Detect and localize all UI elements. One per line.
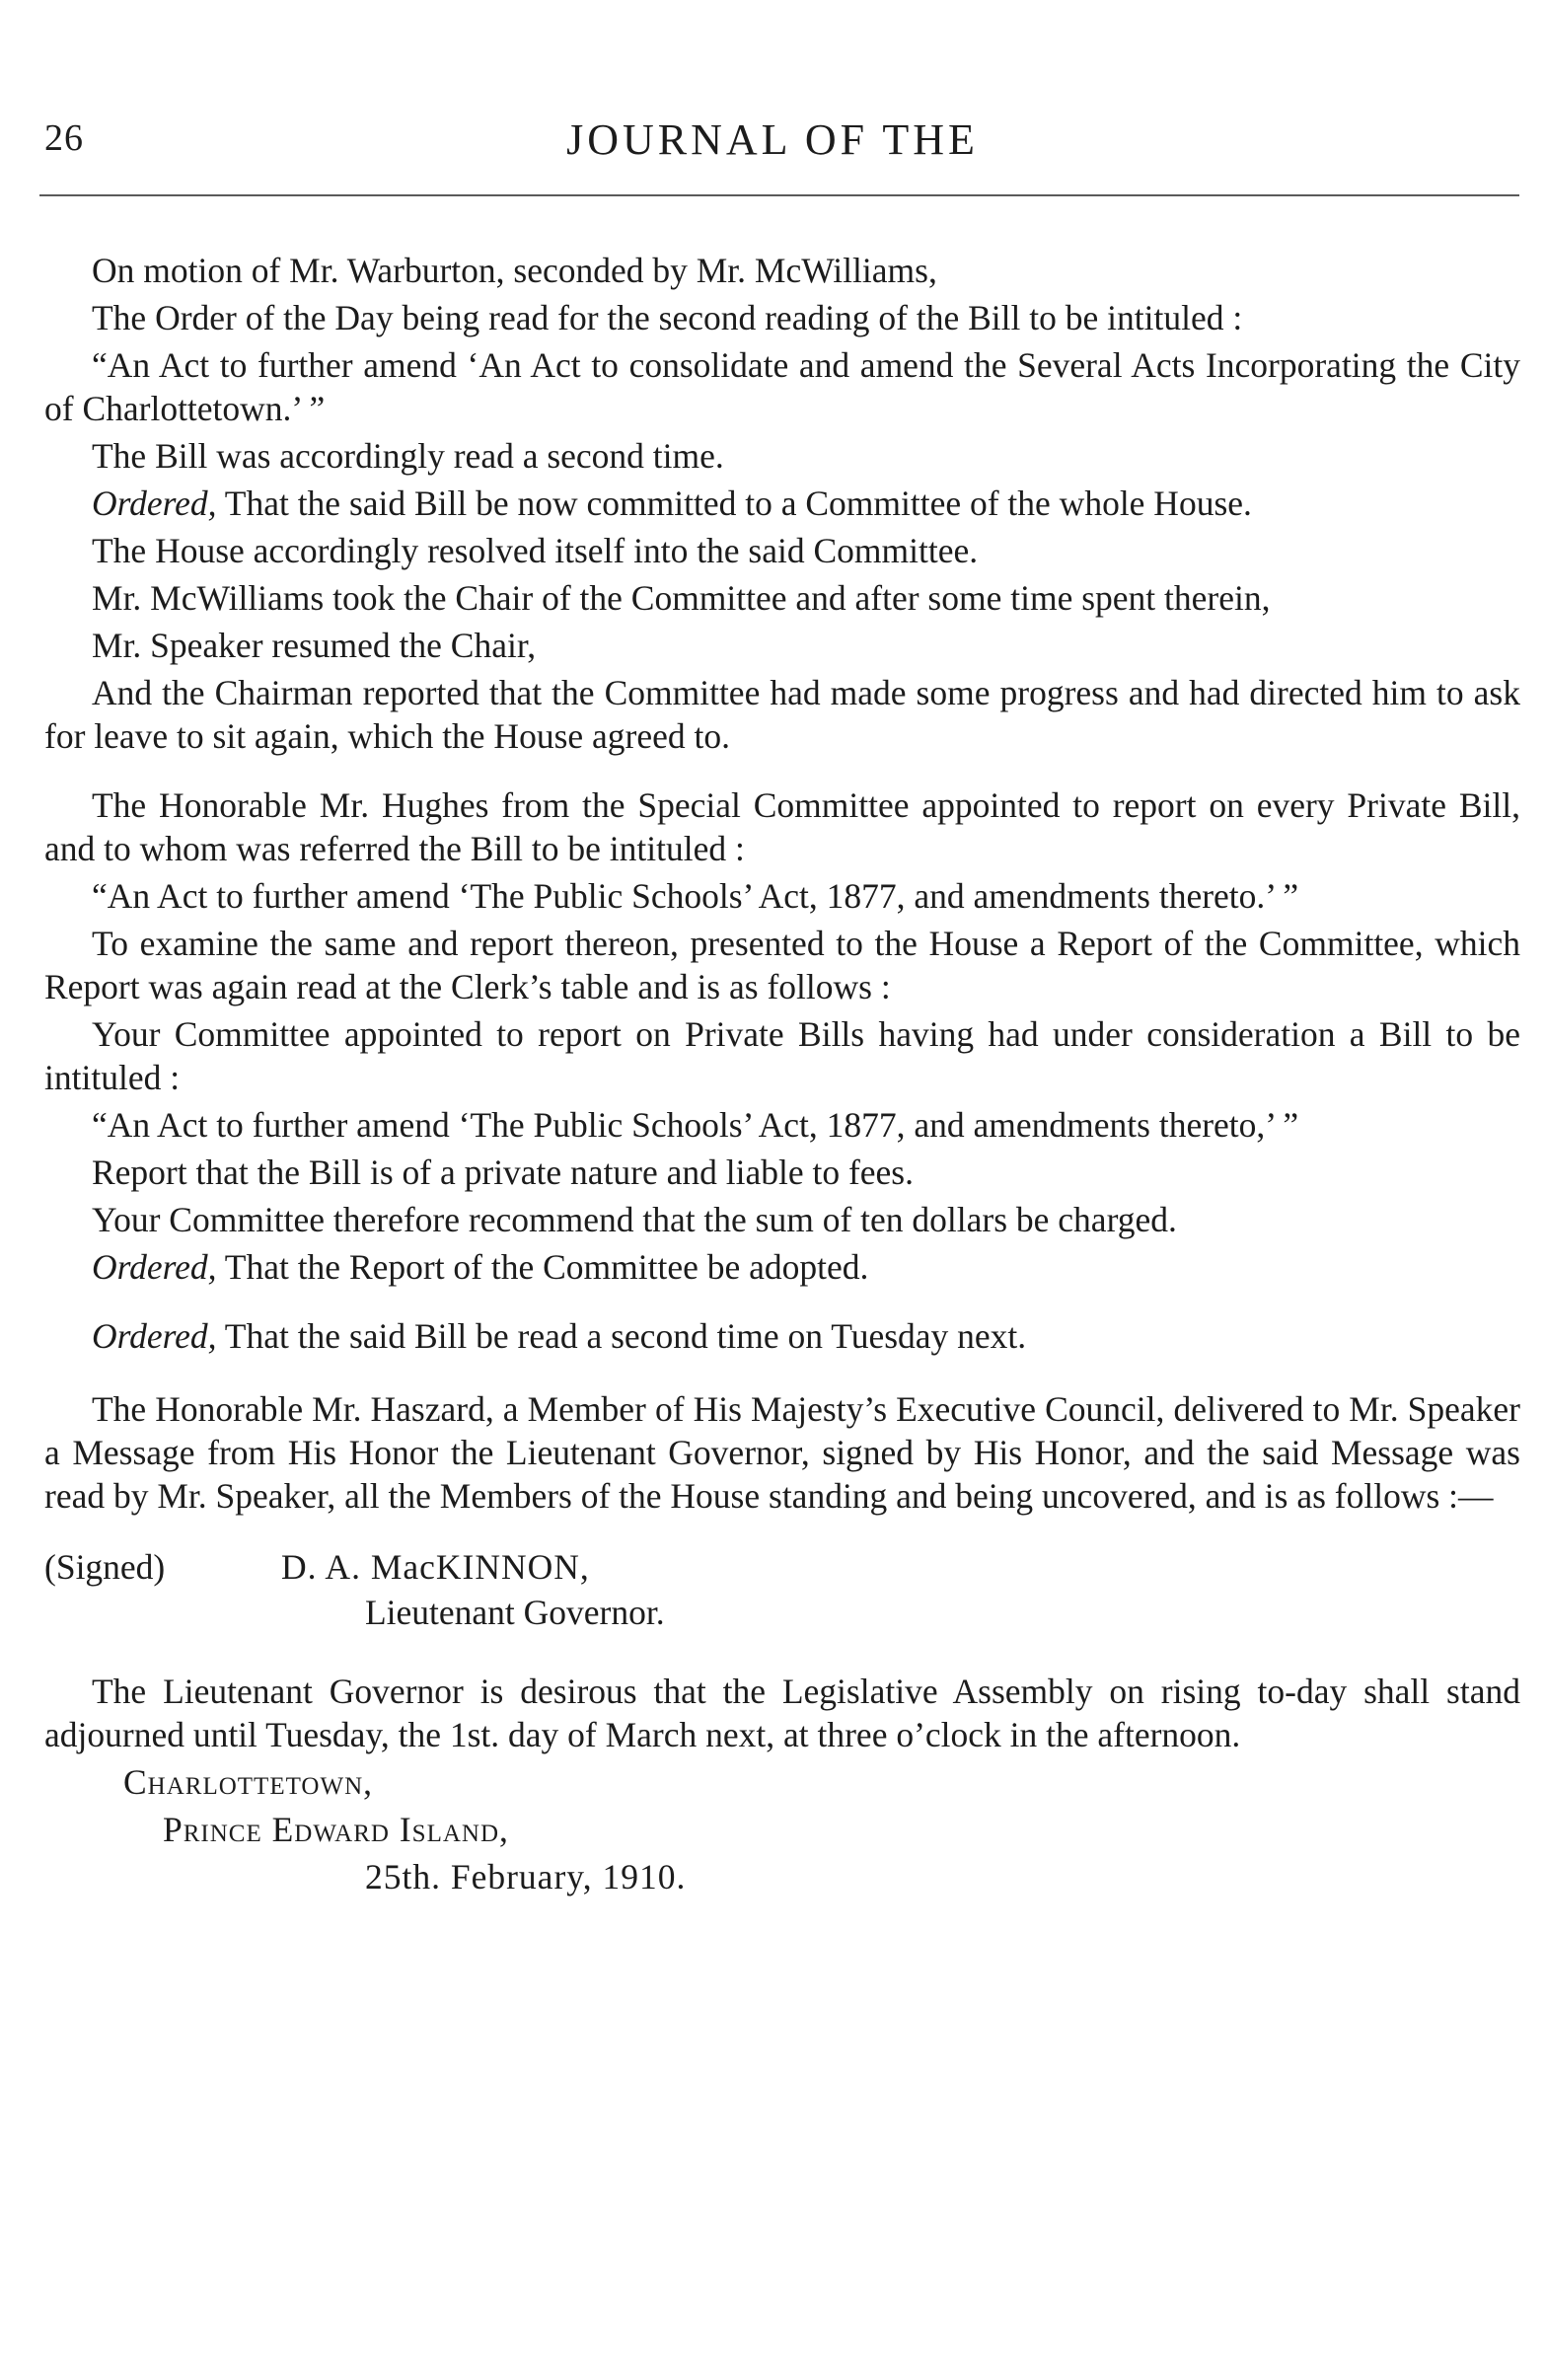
dateline-date: 25th. February, 1910. (365, 1857, 687, 1897)
paragraph-haszard-message: The Honorable Mr. Haszard, a Member of His Majesty’s Executive Council, delivered to Mr. Speaker a Message from His Honor the Lieutenant Governor, signed by His Honor, and the said Message was read by Mr. Speaker, all the Members of the House standing and being uncovered, and is as follows :— (44, 1389, 1520, 1516)
dateline-city: Charlottetown, (123, 1762, 373, 1802)
ordered-italic: Ordered, (92, 483, 217, 523)
paragraph-ordered-committed (44, 482, 1520, 525)
paragraph-private-nature: Report that the Bill is of a private nature and liable to fees. (92, 1153, 915, 1192)
ordered-text: That the Report of the Committee be adopted. (216, 1247, 869, 1287)
header-rule (39, 194, 1519, 196)
paragraph-adjournment-message: The Lieutenant Governor is desirous that the Legislative Assembly on rising to-day shall stand adjourned until Tuesday, the 1st. day of March next, at three o’clock in the afternoon. (44, 1672, 1520, 1754)
journal-body (44, 249, 1520, 1902)
running-title: JOURNAL OF THE (566, 115, 979, 164)
paragraph-chair-taken: Mr. McWilliams took the Chair of the Committee and after some time spent therein, (92, 578, 1271, 618)
dateline-province: Prince Edward Island, (163, 1810, 509, 1849)
paragraph-motion: On motion of Mr. Warburton, seconded by Mr. McWilliams, (92, 251, 937, 290)
ordered-text: That the said Bill be read a second time on Tuesday next. (216, 1316, 1027, 1356)
ordered-italic: Ordered, (92, 1316, 217, 1356)
paragraph-examine: To examine the same and report thereon, presented to the House a Report of the Committee, which Report was again read at the Clerk’s table and is as follows : (44, 924, 1520, 1006)
paragraph-house-resolved: The House accordingly resolved itself into the said Committee. (92, 531, 979, 570)
paragraph-speaker-resumed: Mr. Speaker resumed the Chair, (92, 626, 537, 665)
signatory-name: D. A. MacKINNON, (281, 1547, 590, 1587)
paragraph-order-of-day: The Order of the Day being read for the second reading of the Bill to be intituled : (92, 298, 1243, 337)
signatory-title: Lieutenant Governor. (365, 1593, 665, 1632)
paragraph-schools-act-title-2: “An Act to further amend ‘The Public Schools’ Act, 1877, and amendments thereto,’ ” (92, 1105, 1299, 1145)
paragraph-ordered-second-time (44, 1314, 1520, 1358)
signed-label: (Signed) (44, 1547, 166, 1587)
ordered-text: That the said Bill be now committed to a Committee of the whole House. (216, 483, 1252, 523)
paragraph-committee-consideration: Your Committee appointed to report on Private Bills having had under consideration a Bill to be intituled : (44, 1014, 1520, 1097)
paragraph-schools-act-title: “An Act to further amend ‘The Public Schools’ Act, 1877, and amendments thereto.’ ” (92, 876, 1299, 916)
paragraph-recommend-fees: Your Committee therefore recommend that the sum of ten dollars be charged. (92, 1200, 1177, 1239)
page-number: 26 (44, 117, 84, 159)
paragraph-bill-title: “An Act to further amend ‘An Act to consolidate and amend the Several Acts Incorporating the City of Charlottetown.’ ” (44, 345, 1520, 428)
signature-block (44, 1545, 1520, 1644)
paragraph-second-reading: The Bill was accordingly read a second time. (92, 436, 724, 476)
paragraph-ordered-adopted (44, 1245, 1520, 1289)
paragraph-chairman-reported: And the Chairman reported that the Committee had made some progress and had directed him to ask for leave to sit again, which the House agreed to. (44, 673, 1520, 756)
paragraph-hughes-report: The Honorable Mr. Hughes from the Special Committee appointed to report on every Private Bill, and to whom was referred the Bill to be intituled : (44, 785, 1520, 868)
ordered-italic: Ordered, (92, 1247, 217, 1287)
